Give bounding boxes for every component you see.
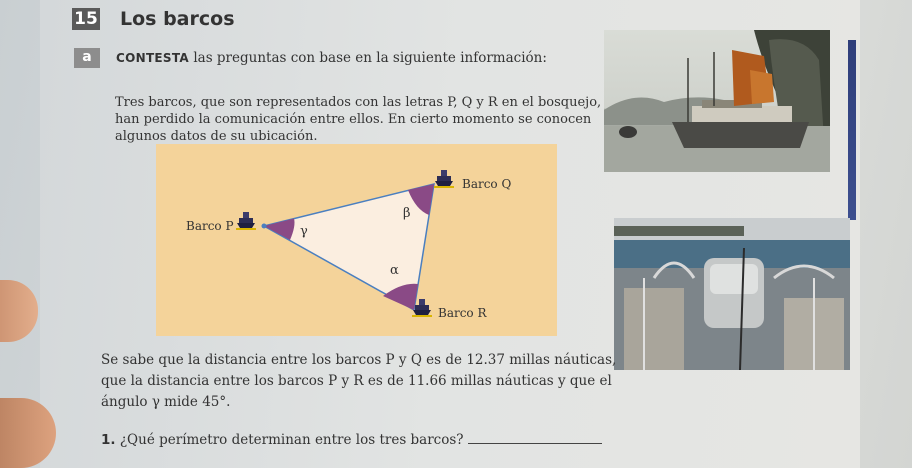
yacht-deck-photo <box>614 218 850 370</box>
question-number: 1. <box>101 432 116 448</box>
answer-blank[interactable] <box>468 433 602 444</box>
yacht-deck-illustration <box>614 218 850 370</box>
label-boat-q: Barco Q <box>462 177 512 191</box>
page-edge-marker <box>848 40 856 220</box>
junk-boat-photo <box>604 30 830 172</box>
instruction-text: las preguntas con base en la siguiente información: <box>189 50 547 66</box>
boats-diagram <box>156 144 557 336</box>
section-letter: a <box>74 48 100 68</box>
question-1 <box>101 432 602 448</box>
given-data: Se sabe que la distancia entre los barcos P y Q es de 12.37 millas náuticas, que la distancia entre los barcos P y R es de 11.66 millas náuticas y que el ángulo γ mide 45°. <box>101 352 617 410</box>
exercise-title: Los barcos <box>120 8 235 30</box>
question-text: ¿Qué perímetro determinan entre los tres barcos? <box>115 432 464 448</box>
label-boat-r: Barco R <box>438 306 487 320</box>
instruction-verb: CONTESTA <box>116 51 190 65</box>
boat-q-icon <box>434 168 454 188</box>
label-alpha: α <box>390 263 399 278</box>
point-p <box>262 224 267 229</box>
label-beta: β <box>403 206 411 221</box>
junk-boat-illustration <box>604 30 830 172</box>
exercise-number: 15 <box>72 8 100 30</box>
label-boat-p: Barco P <box>186 219 234 233</box>
label-gamma: γ <box>300 224 308 239</box>
intro-paragraph: Tres barcos, que son representados con las letras P, Q y R en el bosquejo, han perdido la comunicación entre ellos. En cierto momento se conocen algunos datos de su ubicación. <box>115 95 602 144</box>
finger-top <box>0 280 38 342</box>
boat-r-icon <box>412 297 432 317</box>
triangle-sketch <box>156 144 557 336</box>
instruction <box>116 50 547 66</box>
boat-p-icon <box>236 210 256 230</box>
